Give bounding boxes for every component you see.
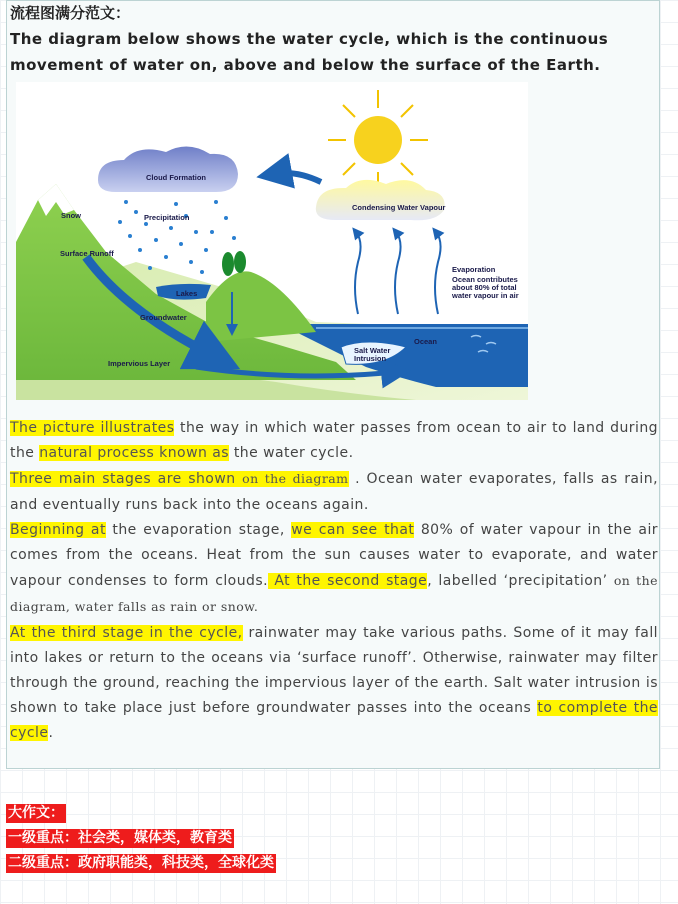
text: rainwater may take various paths. Some of it may fall into lakes or return to the oceans via ‘surface runoff’. Otherwise, rainwater may filter through the ground, reaching the impervious layer of the earth. Salt water intrusion is shown to take place just before groundwater passes into the oceans	[10, 624, 658, 717]
label-precipitation: Precipitation	[144, 213, 190, 222]
red-label: 一级重点：社会类，媒体类，教育类	[8, 830, 232, 846]
label-condensing: Condensing Water Vapour	[352, 203, 446, 212]
essay-paragraph	[10, 416, 658, 466]
wind-arrow	[274, 173, 321, 182]
essay-body	[10, 416, 658, 747]
highlight: natural process known as	[39, 445, 229, 462]
text: the evaporation stage,	[105, 521, 292, 538]
text: Three main stages are shown	[10, 471, 243, 488]
label-evaporation-note: water vapour in air	[452, 291, 519, 300]
essay-paragraph	[10, 518, 658, 621]
rain-cloud	[98, 146, 238, 192]
highlight: to complete the cycle	[10, 700, 658, 742]
label-evaporation-note: Ocean contributes	[452, 275, 518, 284]
highlight: we can see that	[291, 521, 415, 538]
text: , labelled ‘precipitation’	[427, 573, 614, 590]
footer-level1	[6, 827, 234, 848]
text: 80% of water vapour in the air comes from the oceans. Heat from the sun causes water to evaporate, and water vapour condenses to form clouds.	[10, 521, 659, 590]
label-salt-water: Salt Water	[354, 346, 391, 355]
red-label: 二级重点：政府职能类，科技类，全球化类	[8, 855, 274, 871]
evaporation-arrows	[355, 232, 441, 314]
highlight: At the third stage in the cycle,	[10, 624, 243, 641]
label-cloud-formation: Cloud Formation	[146, 173, 206, 182]
condensing-cloud	[316, 180, 445, 220]
text: .	[48, 725, 54, 742]
footer-title	[6, 802, 66, 823]
label-groundwater: Groundwater	[140, 313, 187, 322]
highlight: Beginning at	[10, 521, 106, 538]
label-evaporation-note: about 80% of total	[452, 283, 517, 292]
hill-shape	[206, 271, 316, 342]
text: the way in which water passes from ocean to air to land during the	[10, 420, 658, 462]
label-lakes: Lakes	[176, 289, 198, 298]
text: the water cycle.	[228, 445, 354, 462]
label-snow: Snow	[61, 211, 81, 220]
essay-paragraph	[10, 466, 658, 517]
text: on the diagram	[242, 471, 349, 487]
label-ocean: Ocean	[414, 337, 437, 346]
section-heading: 流程图满分范文：	[10, 4, 131, 22]
label-salt-water: Intrusion	[354, 354, 387, 363]
task-prompt: The diagram below shows the water cycle, which is the continuous movement of water on, above and below the surface of the Earth.	[10, 30, 609, 74]
label-surface-runoff: Surface Runoff	[60, 249, 114, 258]
tree	[234, 251, 246, 273]
sun-icon	[328, 90, 428, 190]
water-cycle-diagram	[16, 82, 528, 400]
essay-paragraph	[10, 621, 658, 747]
red-label: 大作文：	[8, 805, 64, 821]
text: on the diagram, water falls as rain or snow.	[10, 573, 658, 615]
highlight: The picture illustrates	[10, 420, 175, 436]
tree	[222, 252, 234, 276]
text: . Ocean water evaporates, falls as rain, and eventually runs back into the oceans again.	[10, 471, 658, 513]
footer-level2	[6, 852, 276, 873]
label-evaporation: Evaporation	[452, 265, 496, 274]
label-impervious-layer: Impervious Layer	[108, 359, 171, 368]
highlight: At the second stage	[268, 573, 428, 590]
highlight	[10, 471, 349, 487]
